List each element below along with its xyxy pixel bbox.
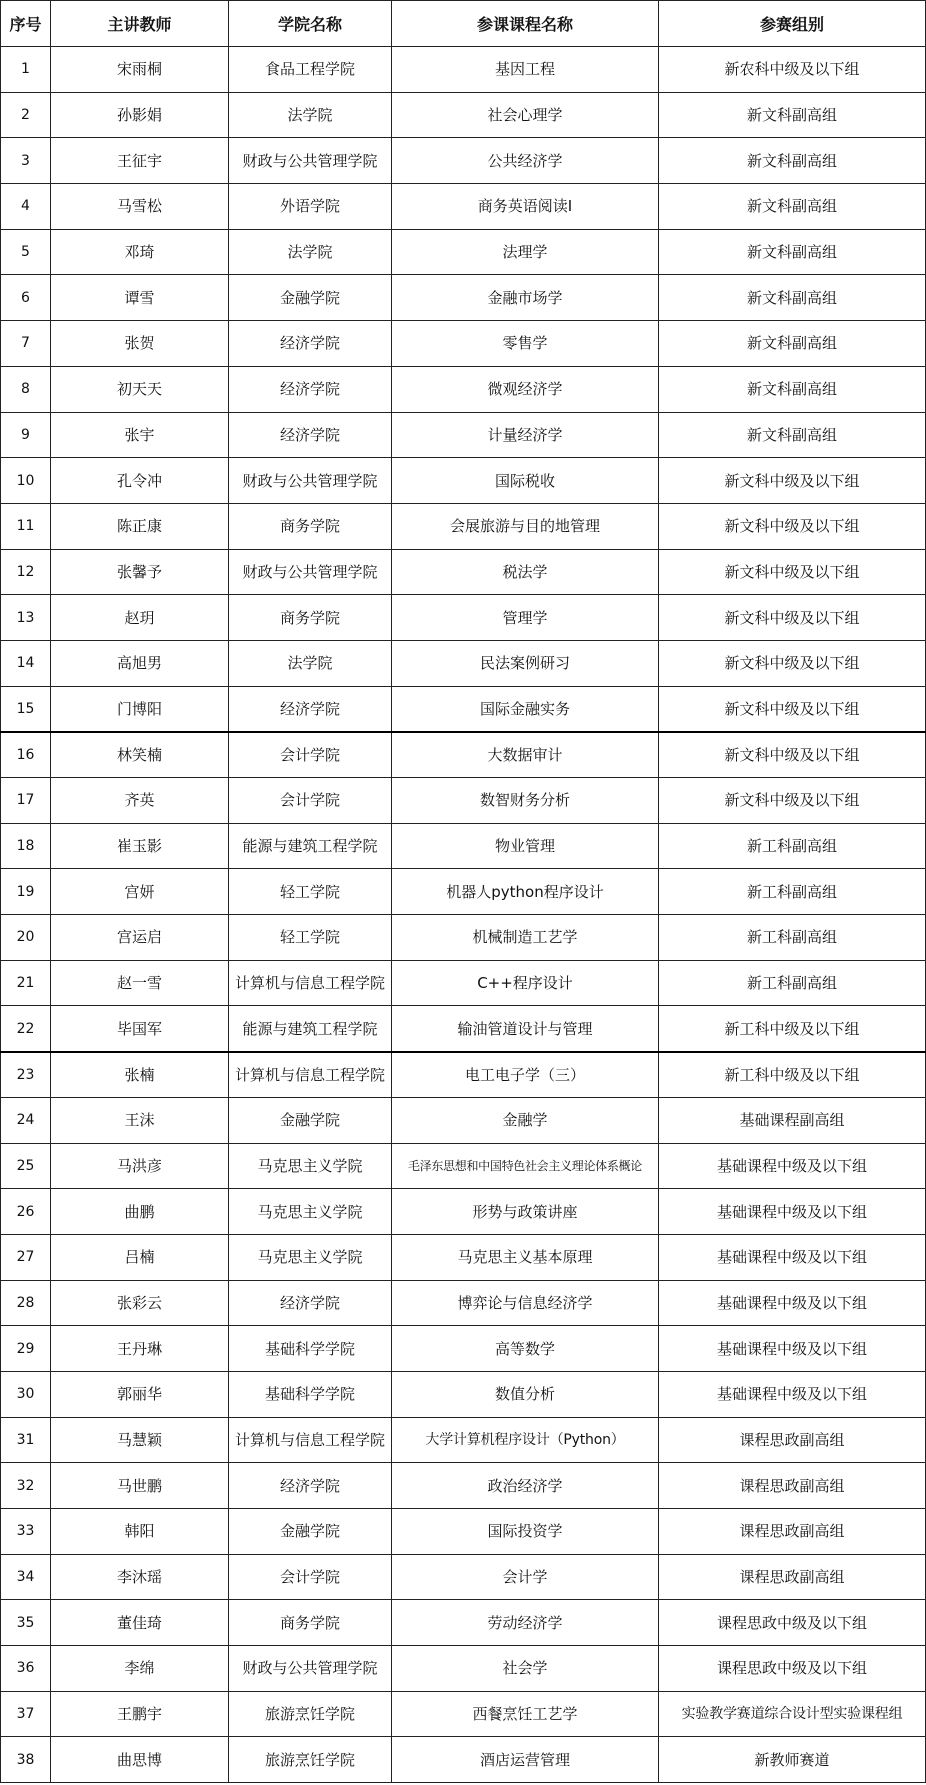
table-row	[1, 458, 926, 504]
cell-teacher: 张宇	[51, 412, 229, 458]
cell-college: 食品工程学院	[229, 47, 392, 93]
cell-college: 计算机与信息工程学院	[229, 1417, 392, 1463]
cell-group: 新文科副高组	[659, 275, 926, 321]
cell-college: 基础科学学院	[229, 1371, 392, 1417]
cell-teacher: 马慧颖	[51, 1417, 229, 1463]
cell-group: 新教师赛道	[659, 1737, 926, 1783]
table-row	[1, 1463, 926, 1509]
cell-course: 数值分析	[392, 1371, 659, 1417]
cell-course: 会展旅游与目的地管理	[392, 503, 659, 549]
cell-course: 形势与政策讲座	[392, 1189, 659, 1235]
cell-course: 劳动经济学	[392, 1600, 659, 1646]
cell-group: 新工科副高组	[659, 823, 926, 869]
cell-index: 7	[1, 321, 51, 367]
table-row	[1, 1326, 926, 1372]
cell-group: 新工科副高组	[659, 960, 926, 1006]
table-row	[1, 92, 926, 138]
cell-college: 经济学院	[229, 321, 392, 367]
table-row	[1, 1691, 926, 1737]
cell-course: 毛泽东思想和中国特色社会主义理论体系概论	[392, 1143, 659, 1189]
cell-index: 30	[1, 1371, 51, 1417]
header-college: 学院名称	[229, 1, 392, 47]
cell-index: 13	[1, 595, 51, 641]
cell-teacher: 王鹏宇	[51, 1691, 229, 1737]
cell-index: 28	[1, 1280, 51, 1326]
cell-group: 新文科中级及以下组	[659, 640, 926, 686]
cell-index: 22	[1, 1006, 51, 1052]
cell-index: 12	[1, 549, 51, 595]
cell-course: 数智财务分析	[392, 778, 659, 824]
cell-teacher: 韩阳	[51, 1509, 229, 1555]
cell-teacher: 吕楠	[51, 1234, 229, 1280]
cell-college: 旅游烹饪学院	[229, 1737, 392, 1783]
header-course: 参课课程名称	[392, 1, 659, 47]
cell-teacher: 宋雨桐	[51, 47, 229, 93]
cell-teacher: 张楠	[51, 1052, 229, 1098]
cell-college: 外语学院	[229, 184, 392, 230]
cell-group: 新文科副高组	[659, 321, 926, 367]
table-body	[1, 47, 926, 1783]
cell-group: 课程思政副高组	[659, 1417, 926, 1463]
cell-teacher: 陈正康	[51, 503, 229, 549]
cell-college: 财政与公共管理学院	[229, 1646, 392, 1692]
cell-index: 24	[1, 1097, 51, 1143]
cell-group: 新文科中级及以下组	[659, 595, 926, 641]
cell-course: 西餐烹饪工艺学	[392, 1691, 659, 1737]
cell-index: 5	[1, 229, 51, 275]
cell-college: 计算机与信息工程学院	[229, 1052, 392, 1098]
cell-teacher: 宫妍	[51, 869, 229, 915]
table-row	[1, 915, 926, 961]
table-row	[1, 1509, 926, 1555]
cell-teacher: 初天天	[51, 366, 229, 412]
table-row	[1, 869, 926, 915]
cell-course: 国际金融实务	[392, 686, 659, 732]
cell-course: 商务英语阅读Ⅰ	[392, 184, 659, 230]
table-row	[1, 960, 926, 1006]
cell-teacher: 宫运启	[51, 915, 229, 961]
cell-course: 政治经济学	[392, 1463, 659, 1509]
cell-index: 32	[1, 1463, 51, 1509]
cell-group: 课程思政副高组	[659, 1509, 926, 1555]
cell-course: 机械制造工艺学	[392, 915, 659, 961]
cell-teacher: 曲思博	[51, 1737, 229, 1783]
cell-index: 10	[1, 458, 51, 504]
table-row	[1, 275, 926, 321]
cell-teacher: 李绵	[51, 1646, 229, 1692]
cell-college: 商务学院	[229, 503, 392, 549]
cell-group: 新工科副高组	[659, 915, 926, 961]
cell-course: 大学计算机程序设计（Python）	[392, 1417, 659, 1463]
table-row	[1, 1371, 926, 1417]
cell-course: 大数据审计	[392, 732, 659, 778]
cell-group: 新文科中级及以下组	[659, 778, 926, 824]
cell-index: 1	[1, 47, 51, 93]
table-row	[1, 778, 926, 824]
table-row	[1, 1189, 926, 1235]
cell-course: 博弈论与信息经济学	[392, 1280, 659, 1326]
cell-teacher: 赵玥	[51, 595, 229, 641]
cell-college: 商务学院	[229, 1600, 392, 1646]
cell-index: 35	[1, 1600, 51, 1646]
cell-course: 法理学	[392, 229, 659, 275]
cell-course: 管理学	[392, 595, 659, 641]
cell-teacher: 崔玉影	[51, 823, 229, 869]
cell-course: 机器人python程序设计	[392, 869, 659, 915]
cell-teacher: 王沫	[51, 1097, 229, 1143]
cell-index: 37	[1, 1691, 51, 1737]
cell-college: 经济学院	[229, 412, 392, 458]
cell-teacher: 王丹琳	[51, 1326, 229, 1372]
cell-group: 基础课程中级及以下组	[659, 1371, 926, 1417]
cell-course: 电工电子学（三）	[392, 1052, 659, 1098]
cell-college: 金融学院	[229, 275, 392, 321]
cell-college: 基础科学学院	[229, 1326, 392, 1372]
cell-group: 新文科中级及以下组	[659, 458, 926, 504]
cell-teacher: 王征宇	[51, 138, 229, 184]
table-row	[1, 732, 926, 778]
cell-teacher: 马世鹏	[51, 1463, 229, 1509]
cell-index: 34	[1, 1554, 51, 1600]
table-row	[1, 138, 926, 184]
cell-group: 新文科副高组	[659, 184, 926, 230]
cell-group: 新文科中级及以下组	[659, 686, 926, 732]
table-row	[1, 1006, 926, 1052]
table-header	[1, 1, 926, 47]
cell-teacher: 赵一雪	[51, 960, 229, 1006]
cell-teacher: 董佳琦	[51, 1600, 229, 1646]
cell-group: 新文科中级及以下组	[659, 732, 926, 778]
cell-index: 20	[1, 915, 51, 961]
cell-college: 经济学院	[229, 1463, 392, 1509]
cell-course: 民法案例研习	[392, 640, 659, 686]
cell-group: 新工科中级及以下组	[659, 1052, 926, 1098]
cell-index: 8	[1, 366, 51, 412]
cell-teacher: 马雪松	[51, 184, 229, 230]
cell-group: 课程思政中级及以下组	[659, 1646, 926, 1692]
table-row	[1, 549, 926, 595]
cell-group: 新工科副高组	[659, 869, 926, 915]
cell-college: 经济学院	[229, 686, 392, 732]
cell-teacher: 林笑楠	[51, 732, 229, 778]
table-row	[1, 229, 926, 275]
cell-college: 旅游烹饪学院	[229, 1691, 392, 1737]
cell-group: 课程思政副高组	[659, 1463, 926, 1509]
cell-teacher: 邓琦	[51, 229, 229, 275]
table-row	[1, 1417, 926, 1463]
cell-index: 3	[1, 138, 51, 184]
cell-college: 轻工学院	[229, 915, 392, 961]
cell-college: 轻工学院	[229, 869, 392, 915]
cell-course: 酒店运营管理	[392, 1737, 659, 1783]
table-row	[1, 321, 926, 367]
header-row	[1, 1, 926, 47]
cell-index: 33	[1, 1509, 51, 1555]
cell-college: 会计学院	[229, 1554, 392, 1600]
table-row	[1, 1737, 926, 1783]
cell-group: 新文科副高组	[659, 412, 926, 458]
cell-index: 27	[1, 1234, 51, 1280]
cell-index: 25	[1, 1143, 51, 1189]
table-row	[1, 595, 926, 641]
cell-course: 零售学	[392, 321, 659, 367]
cell-teacher: 齐英	[51, 778, 229, 824]
cell-teacher: 张彩云	[51, 1280, 229, 1326]
cell-course: 会计学	[392, 1554, 659, 1600]
table-row	[1, 1097, 926, 1143]
cell-college: 能源与建筑工程学院	[229, 1006, 392, 1052]
cell-college: 马克思主义学院	[229, 1234, 392, 1280]
cell-index: 19	[1, 869, 51, 915]
cell-course: 计量经济学	[392, 412, 659, 458]
cell-teacher: 张贺	[51, 321, 229, 367]
cell-group: 基础课程副高组	[659, 1097, 926, 1143]
table-row	[1, 1554, 926, 1600]
cell-group: 新文科中级及以下组	[659, 503, 926, 549]
cell-group: 实验教学赛道综合设计型实验课程组	[659, 1691, 926, 1737]
header-group: 参赛组别	[659, 1, 926, 47]
cell-teacher: 毕国军	[51, 1006, 229, 1052]
cell-teacher: 郭丽华	[51, 1371, 229, 1417]
cell-college: 金融学院	[229, 1509, 392, 1555]
cell-college: 财政与公共管理学院	[229, 549, 392, 595]
cell-group: 基础课程中级及以下组	[659, 1189, 926, 1235]
table-row	[1, 1234, 926, 1280]
cell-course: C++程序设计	[392, 960, 659, 1006]
cell-course: 国际税收	[392, 458, 659, 504]
cell-college: 能源与建筑工程学院	[229, 823, 392, 869]
table-row	[1, 640, 926, 686]
cell-teacher: 马洪彦	[51, 1143, 229, 1189]
table-row	[1, 503, 926, 549]
cell-course: 微观经济学	[392, 366, 659, 412]
cell-college: 法学院	[229, 229, 392, 275]
cell-index: 6	[1, 275, 51, 321]
cell-index: 11	[1, 503, 51, 549]
cell-group: 课程思政副高组	[659, 1554, 926, 1600]
cell-group: 课程思政中级及以下组	[659, 1600, 926, 1646]
cell-group: 新文科副高组	[659, 138, 926, 184]
cell-teacher: 张馨予	[51, 549, 229, 595]
table-row	[1, 823, 926, 869]
table-row	[1, 1052, 926, 1098]
cell-course: 马克思主义基本原理	[392, 1234, 659, 1280]
cell-index: 36	[1, 1646, 51, 1692]
cell-group: 新文科副高组	[659, 366, 926, 412]
cell-teacher: 李沐瑶	[51, 1554, 229, 1600]
cell-teacher: 谭雪	[51, 275, 229, 321]
cell-teacher: 曲鹏	[51, 1189, 229, 1235]
cell-teacher: 孙影娟	[51, 92, 229, 138]
cell-course: 公共经济学	[392, 138, 659, 184]
cell-index: 23	[1, 1052, 51, 1098]
cell-group: 新文科中级及以下组	[659, 549, 926, 595]
cell-group: 新文科副高组	[659, 229, 926, 275]
cell-group: 新工科中级及以下组	[659, 1006, 926, 1052]
cell-index: 14	[1, 640, 51, 686]
cell-college: 商务学院	[229, 595, 392, 641]
cell-course: 金融市场学	[392, 275, 659, 321]
cell-index: 4	[1, 184, 51, 230]
cell-course: 基因工程	[392, 47, 659, 93]
header-index: 序号	[1, 1, 51, 47]
cell-index: 16	[1, 732, 51, 778]
cell-index: 18	[1, 823, 51, 869]
cell-course: 社会心理学	[392, 92, 659, 138]
cell-index: 38	[1, 1737, 51, 1783]
cell-course: 高等数学	[392, 1326, 659, 1372]
table-row	[1, 47, 926, 93]
cell-college: 经济学院	[229, 1280, 392, 1326]
cell-college: 财政与公共管理学院	[229, 458, 392, 504]
cell-group: 新文科副高组	[659, 92, 926, 138]
table-row	[1, 412, 926, 458]
cell-course: 金融学	[392, 1097, 659, 1143]
cell-college: 法学院	[229, 640, 392, 686]
cell-course: 社会学	[392, 1646, 659, 1692]
cell-course: 物业管理	[392, 823, 659, 869]
cell-index: 9	[1, 412, 51, 458]
table-row	[1, 1280, 926, 1326]
cell-course: 国际投资学	[392, 1509, 659, 1555]
cell-index: 31	[1, 1417, 51, 1463]
cell-group: 新农科中级及以下组	[659, 47, 926, 93]
cell-college: 马克思主义学院	[229, 1143, 392, 1189]
table-row	[1, 184, 926, 230]
cell-index: 21	[1, 960, 51, 1006]
cell-college: 会计学院	[229, 778, 392, 824]
cell-group: 基础课程中级及以下组	[659, 1326, 926, 1372]
table-row	[1, 1646, 926, 1692]
cell-index: 15	[1, 686, 51, 732]
cell-course: 输油管道设计与管理	[392, 1006, 659, 1052]
table-row	[1, 686, 926, 732]
table-row	[1, 366, 926, 412]
cell-college: 马克思主义学院	[229, 1189, 392, 1235]
cell-teacher: 门博阳	[51, 686, 229, 732]
cell-index: 26	[1, 1189, 51, 1235]
cell-course: 税法学	[392, 549, 659, 595]
cell-group: 基础课程中级及以下组	[659, 1143, 926, 1189]
cell-college: 金融学院	[229, 1097, 392, 1143]
cell-teacher: 高旭男	[51, 640, 229, 686]
cell-group: 基础课程中级及以下组	[659, 1280, 926, 1326]
cell-college: 法学院	[229, 92, 392, 138]
cell-teacher: 孔令冲	[51, 458, 229, 504]
cell-group: 基础课程中级及以下组	[659, 1234, 926, 1280]
cell-index: 29	[1, 1326, 51, 1372]
cell-college: 经济学院	[229, 366, 392, 412]
cell-index: 2	[1, 92, 51, 138]
cell-college: 计算机与信息工程学院	[229, 960, 392, 1006]
table-row	[1, 1600, 926, 1646]
header-teacher: 主讲教师	[51, 1, 229, 47]
cell-college: 财政与公共管理学院	[229, 138, 392, 184]
table-row	[1, 1143, 926, 1189]
cell-college: 会计学院	[229, 732, 392, 778]
cell-index: 17	[1, 778, 51, 824]
